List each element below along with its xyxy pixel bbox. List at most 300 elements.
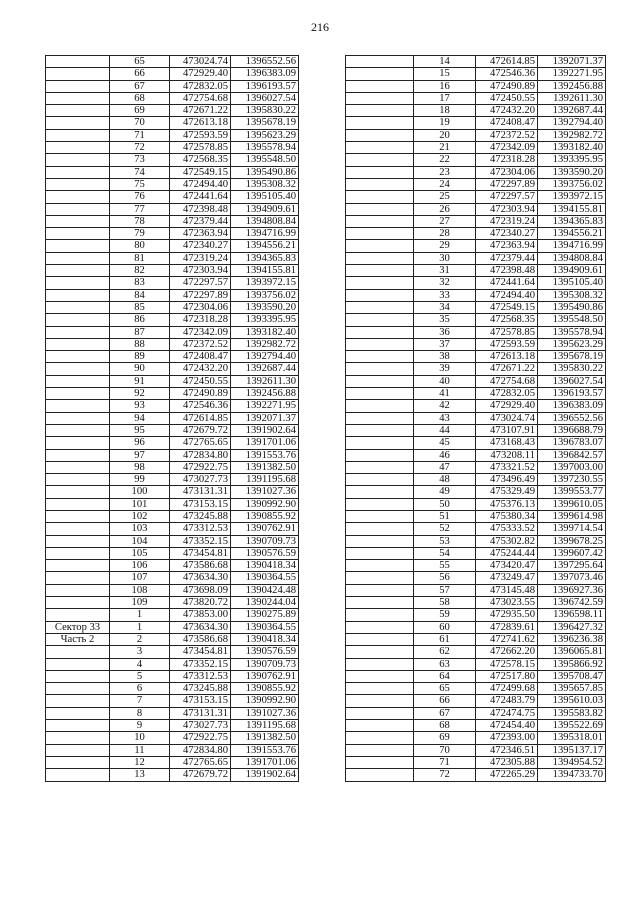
x-coordinate-cell: 472662.20 — [476, 646, 538, 658]
table-row — [346, 265, 606, 277]
y-coordinate-cell: 1390992.90 — [231, 498, 299, 510]
table-row — [346, 215, 606, 227]
point-number-cell: 60 — [414, 621, 476, 633]
x-coordinate-cell: 472832.05 — [170, 80, 231, 92]
y-coordinate-cell: 1390364.55 — [231, 621, 299, 633]
y-coordinate-cell: 1399610.05 — [538, 498, 606, 510]
x-coordinate-cell: 472754.68 — [476, 375, 538, 387]
section-cell — [346, 117, 414, 129]
y-coordinate-cell: 1392794.40 — [231, 351, 299, 363]
point-number-cell: 29 — [414, 240, 476, 252]
section-cell — [46, 129, 110, 141]
point-number-cell: 9 — [110, 720, 170, 732]
point-number-cell: 21 — [414, 142, 476, 154]
point-number-cell: 89 — [110, 351, 170, 363]
y-coordinate-cell: 1394733.70 — [538, 769, 606, 781]
y-coordinate-cell: 1399678.25 — [538, 535, 606, 547]
section-cell — [46, 289, 110, 301]
point-number-cell: 86 — [110, 314, 170, 326]
point-number-cell: 66 — [110, 68, 170, 80]
y-coordinate-cell: 1396427.32 — [538, 621, 606, 633]
x-coordinate-cell: 473586.68 — [170, 633, 231, 645]
x-coordinate-cell: 472340.27 — [170, 240, 231, 252]
x-coordinate-cell: 472922.75 — [170, 732, 231, 744]
section-cell — [346, 474, 414, 486]
y-coordinate-cell: 1394556.21 — [231, 240, 299, 252]
x-coordinate-cell: 472490.89 — [170, 388, 231, 400]
table-row — [46, 449, 299, 461]
section-cell — [346, 584, 414, 596]
x-coordinate-cell: 472304.06 — [170, 301, 231, 313]
section-cell — [346, 388, 414, 400]
point-number-cell: 99 — [110, 474, 170, 486]
y-coordinate-cell: 1390364.55 — [231, 572, 299, 584]
y-coordinate-cell: 1395548.50 — [231, 154, 299, 166]
x-coordinate-cell: 473145.48 — [476, 584, 538, 596]
table-row — [346, 720, 606, 732]
y-coordinate-cell: 1390855.92 — [231, 510, 299, 522]
x-coordinate-cell: 473027.73 — [170, 720, 231, 732]
section-cell — [346, 720, 414, 732]
table-row — [346, 695, 606, 707]
point-number-cell: 5 — [110, 670, 170, 682]
point-number-cell: 16 — [414, 80, 476, 92]
y-coordinate-cell: 1393590.20 — [538, 166, 606, 178]
table-row — [46, 474, 299, 486]
section-cell — [46, 166, 110, 178]
y-coordinate-cell: 1393756.02 — [538, 178, 606, 190]
y-coordinate-cell: 1396193.57 — [538, 388, 606, 400]
table-row — [346, 437, 606, 449]
x-coordinate-cell: 473168.43 — [476, 437, 538, 449]
point-number-cell: 62 — [414, 646, 476, 658]
point-number-cell: 38 — [414, 351, 476, 363]
y-coordinate-cell: 1396552.56 — [538, 412, 606, 424]
section-cell — [346, 658, 414, 670]
section-cell — [46, 215, 110, 227]
x-coordinate-cell: 473024.74 — [170, 56, 231, 68]
table-row — [46, 375, 299, 387]
table-row — [346, 92, 606, 104]
point-number-cell: 70 — [414, 744, 476, 756]
table-row — [346, 203, 606, 215]
y-coordinate-cell: 1394556.21 — [538, 228, 606, 240]
y-coordinate-cell: 1395137.17 — [538, 744, 606, 756]
section-cell — [46, 142, 110, 154]
section-cell — [46, 338, 110, 350]
point-number-cell: 43 — [414, 412, 476, 424]
point-number-cell: 45 — [414, 437, 476, 449]
section-cell — [46, 117, 110, 129]
section-cell — [346, 301, 414, 313]
point-number-cell: 51 — [414, 510, 476, 522]
y-coordinate-cell: 1395623.29 — [538, 338, 606, 350]
x-coordinate-cell: 473820.72 — [170, 597, 231, 609]
point-number-cell: 2 — [110, 633, 170, 645]
table-row — [46, 228, 299, 240]
x-coordinate-cell: 472494.40 — [170, 178, 231, 190]
point-number-cell: 97 — [110, 449, 170, 461]
y-coordinate-cell: 1394808.84 — [538, 252, 606, 264]
section-cell — [346, 424, 414, 436]
y-coordinate-cell: 1394155.81 — [231, 265, 299, 277]
point-number-cell: 27 — [414, 215, 476, 227]
x-coordinate-cell: 472935.50 — [476, 609, 538, 621]
point-number-cell: 25 — [414, 191, 476, 203]
coordinates-table-right — [345, 55, 606, 782]
section-cell — [46, 769, 110, 781]
x-coordinate-cell: 472454.40 — [476, 720, 538, 732]
table-row — [46, 191, 299, 203]
x-coordinate-cell: 473107.91 — [476, 424, 538, 436]
y-coordinate-cell: 1395308.32 — [538, 289, 606, 301]
section-cell — [46, 670, 110, 682]
table-row — [346, 363, 606, 375]
point-number-cell: 36 — [414, 326, 476, 338]
table-row — [346, 474, 606, 486]
y-coordinate-cell: 1391027.36 — [231, 486, 299, 498]
table-row — [346, 707, 606, 719]
table-row — [346, 584, 606, 596]
y-coordinate-cell: 1390709.73 — [231, 535, 299, 547]
point-number-cell: 37 — [414, 338, 476, 350]
table-row — [46, 400, 299, 412]
y-coordinate-cell: 1395490.86 — [538, 301, 606, 313]
section-cell — [346, 732, 414, 744]
table-row — [46, 68, 299, 80]
table-row — [346, 277, 606, 289]
x-coordinate-cell: 473023.55 — [476, 597, 538, 609]
section-cell — [346, 670, 414, 682]
point-number-cell: 59 — [414, 609, 476, 621]
x-coordinate-cell: 472839.61 — [476, 621, 538, 633]
point-number-cell: 34 — [414, 301, 476, 313]
x-coordinate-cell: 472319.24 — [476, 215, 538, 227]
y-coordinate-cell: 1394909.61 — [538, 265, 606, 277]
section-cell — [346, 240, 414, 252]
x-coordinate-cell: 472450.55 — [170, 375, 231, 387]
y-coordinate-cell: 1394716.99 — [538, 240, 606, 252]
y-coordinate-cell: 1393972.15 — [231, 277, 299, 289]
point-number-cell: 26 — [414, 203, 476, 215]
x-coordinate-cell: 472379.44 — [170, 215, 231, 227]
y-coordinate-cell: 1396552.56 — [231, 56, 299, 68]
x-coordinate-cell: 472832.05 — [476, 388, 538, 400]
table-row — [46, 437, 299, 449]
y-coordinate-cell: 1391701.06 — [231, 756, 299, 768]
x-coordinate-cell: 472432.20 — [476, 105, 538, 117]
point-number-cell: 67 — [110, 80, 170, 92]
point-number-cell: 92 — [110, 388, 170, 400]
point-number-cell: 15 — [414, 68, 476, 80]
table-row — [46, 535, 299, 547]
y-coordinate-cell: 1391382.50 — [231, 461, 299, 473]
table-row — [46, 547, 299, 559]
y-coordinate-cell: 1390992.90 — [231, 695, 299, 707]
point-number-cell: 39 — [414, 363, 476, 375]
point-number-cell: 107 — [110, 572, 170, 584]
table-row — [346, 105, 606, 117]
x-coordinate-cell: 472319.24 — [170, 252, 231, 264]
y-coordinate-cell: 1397003.00 — [538, 461, 606, 473]
table-row — [346, 498, 606, 510]
page-number: 216 — [311, 20, 329, 34]
table-row — [46, 670, 299, 682]
section-cell — [46, 424, 110, 436]
table-row — [46, 560, 299, 572]
point-number-cell: 77 — [110, 203, 170, 215]
section-cell — [346, 646, 414, 658]
section-cell — [46, 658, 110, 670]
table-row — [46, 265, 299, 277]
x-coordinate-cell: 473420.47 — [476, 560, 538, 572]
y-coordinate-cell: 1395490.86 — [231, 166, 299, 178]
table-row — [346, 252, 606, 264]
section-cell — [346, 92, 414, 104]
table-row — [346, 326, 606, 338]
x-coordinate-cell: 475329.49 — [476, 486, 538, 498]
table-row — [346, 314, 606, 326]
point-number-cell: 44 — [414, 424, 476, 436]
y-coordinate-cell: 1396783.07 — [538, 437, 606, 449]
section-cell — [46, 683, 110, 695]
y-coordinate-cell: 1391553.76 — [231, 744, 299, 756]
point-number-cell: 88 — [110, 338, 170, 350]
x-coordinate-cell: 472929.40 — [476, 400, 538, 412]
x-coordinate-cell: 472342.09 — [170, 326, 231, 338]
x-coordinate-cell: 473153.15 — [170, 695, 231, 707]
section-cell — [46, 486, 110, 498]
table-row — [46, 154, 299, 166]
section-cell — [346, 683, 414, 695]
x-coordinate-cell: 472671.22 — [476, 363, 538, 375]
point-number-cell: 4 — [110, 658, 170, 670]
table-row — [346, 609, 606, 621]
x-coordinate-cell: 472578.85 — [170, 142, 231, 154]
point-number-cell: 46 — [414, 449, 476, 461]
point-number-cell: 13 — [110, 769, 170, 781]
section-cell — [346, 375, 414, 387]
table-row — [346, 572, 606, 584]
x-coordinate-cell: 472297.57 — [170, 277, 231, 289]
section-cell — [46, 105, 110, 117]
point-number-cell: 3 — [110, 646, 170, 658]
section-cell — [346, 142, 414, 154]
point-number-cell: 95 — [110, 424, 170, 436]
section-cell — [46, 326, 110, 338]
section-cell — [46, 228, 110, 240]
x-coordinate-cell: 472578.15 — [476, 658, 538, 670]
point-number-cell: 23 — [414, 166, 476, 178]
x-coordinate-cell: 473586.68 — [170, 560, 231, 572]
y-coordinate-cell: 1392611.30 — [231, 375, 299, 387]
x-coordinate-cell: 472441.64 — [170, 191, 231, 203]
table-row — [46, 166, 299, 178]
y-coordinate-cell: 1395522.69 — [538, 720, 606, 732]
point-number-cell: 58 — [414, 597, 476, 609]
point-number-cell: 93 — [110, 400, 170, 412]
x-coordinate-cell: 472765.65 — [170, 437, 231, 449]
y-coordinate-cell: 1395583.82 — [538, 707, 606, 719]
x-coordinate-cell: 475302.82 — [476, 535, 538, 547]
x-coordinate-cell: 472494.40 — [476, 289, 538, 301]
x-coordinate-cell: 473027.73 — [170, 474, 231, 486]
section-cell — [346, 178, 414, 190]
section-cell — [46, 720, 110, 732]
y-coordinate-cell: 1392611.30 — [538, 92, 606, 104]
section-cell — [346, 265, 414, 277]
section-cell — [46, 523, 110, 535]
point-number-cell: 73 — [110, 154, 170, 166]
x-coordinate-cell: 473249.47 — [476, 572, 538, 584]
x-coordinate-cell: 472517.80 — [476, 670, 538, 682]
section-cell — [46, 301, 110, 313]
section-cell — [46, 68, 110, 80]
section-cell — [346, 203, 414, 215]
section-cell — [46, 265, 110, 277]
x-coordinate-cell: 473352.15 — [170, 658, 231, 670]
y-coordinate-cell: 1396598.11 — [538, 609, 606, 621]
y-coordinate-cell: 1391027.36 — [231, 707, 299, 719]
table-row — [346, 191, 606, 203]
section-cell — [46, 474, 110, 486]
point-number-cell: 48 — [414, 474, 476, 486]
x-coordinate-cell: 472297.89 — [170, 289, 231, 301]
section-cell — [46, 449, 110, 461]
table-row — [346, 351, 606, 363]
y-coordinate-cell: 1396065.81 — [538, 646, 606, 658]
y-coordinate-cell: 1392271.95 — [231, 400, 299, 412]
y-coordinate-cell: 1397073.46 — [538, 572, 606, 584]
x-coordinate-cell: 472265.29 — [476, 769, 538, 781]
section-cell — [346, 314, 414, 326]
x-coordinate-cell: 472363.94 — [476, 240, 538, 252]
y-coordinate-cell: 1393972.15 — [538, 191, 606, 203]
x-coordinate-cell: 473454.81 — [170, 547, 231, 559]
x-coordinate-cell: 473312.53 — [170, 523, 231, 535]
point-number-cell: 53 — [414, 535, 476, 547]
section-cell — [46, 92, 110, 104]
point-number-cell: 24 — [414, 178, 476, 190]
section-cell — [46, 510, 110, 522]
section-cell — [346, 363, 414, 375]
x-coordinate-cell: 472490.89 — [476, 80, 538, 92]
point-number-cell: 20 — [414, 129, 476, 141]
point-number-cell: 80 — [110, 240, 170, 252]
x-coordinate-cell: 475376.13 — [476, 498, 538, 510]
section-cell — [346, 129, 414, 141]
x-coordinate-cell: 472303.94 — [170, 265, 231, 277]
y-coordinate-cell: 1396027.54 — [538, 375, 606, 387]
x-coordinate-cell: 472754.68 — [170, 92, 231, 104]
table-row — [46, 203, 299, 215]
x-coordinate-cell: 472450.55 — [476, 92, 538, 104]
x-coordinate-cell: 472614.85 — [170, 412, 231, 424]
point-number-cell: 19 — [414, 117, 476, 129]
y-coordinate-cell: 1394365.83 — [231, 252, 299, 264]
table-row — [46, 658, 299, 670]
table-row — [346, 597, 606, 609]
table-row — [46, 498, 299, 510]
section-cell — [346, 461, 414, 473]
table-row — [46, 461, 299, 473]
section-cell — [346, 68, 414, 80]
point-number-cell: 28 — [414, 228, 476, 240]
y-coordinate-cell: 1391195.68 — [231, 720, 299, 732]
x-coordinate-cell: 473153.15 — [170, 498, 231, 510]
x-coordinate-cell: 472613.18 — [476, 351, 538, 363]
section-cell — [346, 572, 414, 584]
section-cell — [346, 597, 414, 609]
point-number-cell: 66 — [414, 695, 476, 707]
x-coordinate-cell: 473853.00 — [170, 609, 231, 621]
x-coordinate-cell: 472483.79 — [476, 695, 538, 707]
table-row — [346, 510, 606, 522]
section-cell: Сектор 33 — [46, 621, 110, 633]
point-number-cell: 69 — [414, 732, 476, 744]
point-number-cell: 69 — [110, 105, 170, 117]
point-number-cell: 11 — [110, 744, 170, 756]
section-cell — [46, 707, 110, 719]
y-coordinate-cell: 1393395.95 — [231, 314, 299, 326]
section-cell — [46, 252, 110, 264]
point-number-cell: 52 — [414, 523, 476, 535]
y-coordinate-cell: 1391553.76 — [231, 449, 299, 461]
table-row — [346, 338, 606, 350]
y-coordinate-cell: 1396383.09 — [231, 68, 299, 80]
y-coordinate-cell: 1394365.83 — [538, 215, 606, 227]
x-coordinate-cell: 472379.44 — [476, 252, 538, 264]
x-coordinate-cell: 472679.72 — [170, 424, 231, 436]
x-coordinate-cell: 473454.81 — [170, 646, 231, 658]
y-coordinate-cell: 1397230.55 — [538, 474, 606, 486]
y-coordinate-cell: 1397295.64 — [538, 560, 606, 572]
section-cell — [46, 178, 110, 190]
point-number-cell: 55 — [414, 560, 476, 572]
table-row — [46, 621, 299, 633]
point-number-cell: 101 — [110, 498, 170, 510]
section-cell — [346, 154, 414, 166]
point-number-cell: 84 — [110, 289, 170, 301]
x-coordinate-cell: 473352.15 — [170, 535, 231, 547]
x-coordinate-cell: 472297.89 — [476, 178, 538, 190]
y-coordinate-cell: 1394716.99 — [231, 228, 299, 240]
point-number-cell: 57 — [414, 584, 476, 596]
x-coordinate-cell: 472304.06 — [476, 166, 538, 178]
x-coordinate-cell: 472432.20 — [170, 363, 231, 375]
section-cell — [346, 609, 414, 621]
point-number-cell: 41 — [414, 388, 476, 400]
point-number-cell: 31 — [414, 265, 476, 277]
point-number-cell: 104 — [110, 535, 170, 547]
section-cell — [46, 203, 110, 215]
table-row — [46, 314, 299, 326]
point-number-cell: 61 — [414, 633, 476, 645]
y-coordinate-cell: 1399614.98 — [538, 510, 606, 522]
point-number-cell: 96 — [110, 437, 170, 449]
y-coordinate-cell: 1395708.47 — [538, 670, 606, 682]
x-coordinate-cell: 473245.88 — [170, 510, 231, 522]
y-coordinate-cell: 1391701.06 — [231, 437, 299, 449]
section-cell — [346, 338, 414, 350]
section-cell — [46, 535, 110, 547]
y-coordinate-cell: 1396193.57 — [231, 80, 299, 92]
y-coordinate-cell: 1395678.19 — [538, 351, 606, 363]
section-cell — [346, 252, 414, 264]
x-coordinate-cell: 473245.88 — [170, 683, 231, 695]
point-number-cell: 79 — [110, 228, 170, 240]
table-row — [46, 732, 299, 744]
